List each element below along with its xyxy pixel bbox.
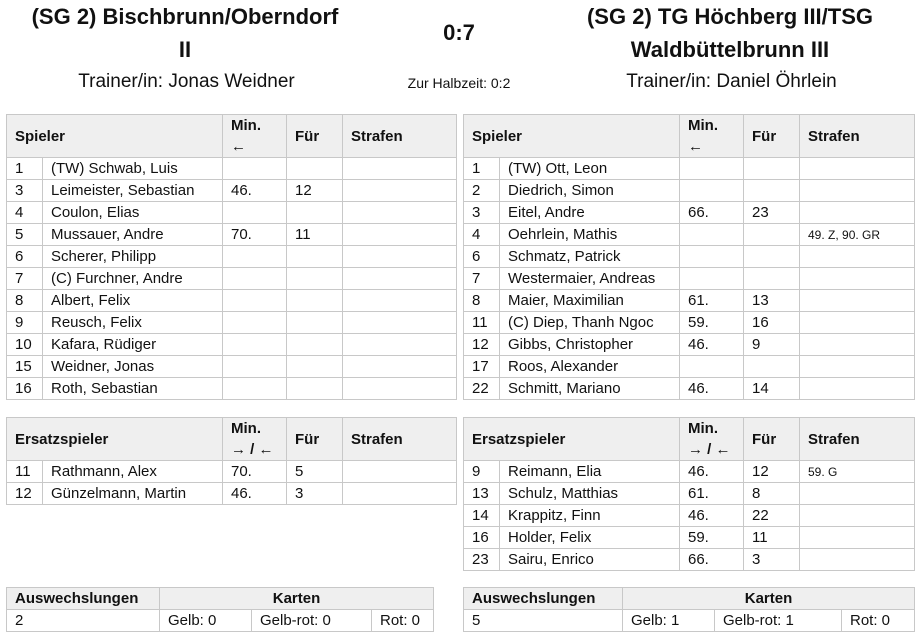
cards-header: Karten (623, 588, 915, 610)
player-name: Eitel, Andre (500, 202, 680, 224)
player-number: 17 (464, 356, 500, 378)
penalties (343, 202, 457, 224)
substituted-for (287, 202, 343, 224)
penalties-header: Strafen (343, 115, 457, 158)
away-team-name (545, 0, 915, 66)
substituted-for: 3 (744, 549, 800, 571)
penalties (343, 246, 457, 268)
minute: 61. (680, 290, 744, 312)
home-summary-table (6, 587, 434, 632)
player-number: 7 (7, 268, 43, 290)
minute (680, 224, 744, 246)
table-row (464, 268, 915, 290)
penalties (800, 180, 915, 202)
table-row (7, 334, 457, 356)
player-number: 15 (7, 356, 43, 378)
penalties (343, 180, 457, 202)
minute (680, 356, 744, 378)
player-name: (TW) Schwab, Luis (43, 158, 223, 180)
summary-header-row (464, 588, 915, 610)
player-name: Maier, Maximilian (500, 290, 680, 312)
substituted-for (287, 158, 343, 180)
substituted-for: 9 (744, 334, 800, 356)
player-name: Westermaier, Andreas (500, 268, 680, 290)
minute (223, 312, 287, 334)
table-row (7, 180, 457, 202)
penalties: 59. G (800, 461, 915, 483)
penalties (343, 483, 457, 505)
player-number: 1 (464, 158, 500, 180)
penalties (343, 224, 457, 246)
table-row (7, 312, 457, 334)
penalties (800, 505, 915, 527)
player-number: 4 (464, 224, 500, 246)
cards-header: Karten (160, 588, 434, 610)
player-name: Coulon, Elias (43, 202, 223, 224)
players-header: Spieler (464, 115, 680, 158)
home-team-line1: (SG 2) Bischbrunn/Oberndorf (31, 4, 339, 29)
player-number: 11 (464, 312, 500, 334)
table-row (464, 334, 915, 356)
player-number: 2 (464, 180, 500, 202)
away-summary-table (463, 587, 915, 632)
table-header-row (7, 418, 457, 461)
changes-header: Auswechslungen (7, 588, 160, 610)
penalties (800, 334, 915, 356)
player-name: Gibbs, Christopher (500, 334, 680, 356)
minute (223, 268, 287, 290)
minute: 59. (680, 527, 744, 549)
table-row (7, 483, 457, 505)
minute: 70. (223, 461, 287, 483)
player-number: 5 (7, 224, 43, 246)
minute: 59. (680, 312, 744, 334)
player-number: 12 (7, 483, 43, 505)
substituted-for: 12 (287, 180, 343, 202)
minute (223, 378, 287, 400)
table-row (464, 290, 915, 312)
player-number: 13 (464, 483, 500, 505)
changes-count: 2 (7, 610, 160, 632)
minute: 61. (680, 483, 744, 505)
penalties (800, 158, 915, 180)
player-number: 3 (7, 180, 43, 202)
for-header: Für (287, 418, 343, 461)
substituted-for (287, 268, 343, 290)
table-row (7, 378, 457, 400)
player-name: Holder, Felix (500, 527, 680, 549)
home-team-line2: II (178, 37, 192, 62)
player-number: 6 (7, 246, 43, 268)
player-name: Günzelmann, Martin (43, 483, 223, 505)
substituted-for: 16 (744, 312, 800, 334)
min-header-label: Min. (688, 420, 718, 437)
substituted-for (744, 246, 800, 268)
player-number: 14 (464, 505, 500, 527)
penalties (343, 378, 457, 400)
home-team-name (0, 0, 370, 66)
player-name: Roos, Alexander (500, 356, 680, 378)
away-team-line1: (SG 2) TG Höchberg III/TSG (586, 4, 874, 29)
player-number: 7 (464, 268, 500, 290)
player-name: Diedrich, Simon (500, 180, 680, 202)
yellow-count: Gelb: 0 (160, 610, 252, 632)
min-header (680, 115, 744, 158)
player-number: 4 (7, 202, 43, 224)
substituted-for: 23 (744, 202, 800, 224)
player-name: (C) Diep, Thanh Ngoc (500, 312, 680, 334)
min-header-label: Min. (231, 420, 261, 437)
penalties (800, 312, 915, 334)
table-row (464, 505, 915, 527)
penalties (800, 246, 915, 268)
substituted-for (744, 158, 800, 180)
player-number: 8 (7, 290, 43, 312)
substituted-for (287, 246, 343, 268)
changes-count: 5 (464, 610, 623, 632)
summary-row (464, 610, 915, 632)
penalties (343, 158, 457, 180)
minute: 46. (680, 378, 744, 400)
player-number: 9 (464, 461, 500, 483)
player-name: Schmatz, Patrick (500, 246, 680, 268)
player-name: Weidner, Jonas (43, 356, 223, 378)
penalties (800, 527, 915, 549)
table-row (7, 202, 457, 224)
minute: 70. (223, 224, 287, 246)
min-header (223, 418, 287, 461)
summary-row (7, 610, 434, 632)
penalties-header: Strafen (800, 115, 915, 158)
minute (223, 158, 287, 180)
player-name: (C) Furchner, Andre (43, 268, 223, 290)
table-row (7, 246, 457, 268)
table-row (7, 158, 457, 180)
away-trainer: Trainer/in: Daniel Öhrlein (626, 71, 837, 92)
minute (680, 246, 744, 268)
table-row (464, 461, 915, 483)
player-name: Reusch, Felix (43, 312, 223, 334)
table-row (464, 356, 915, 378)
player-number: 23 (464, 549, 500, 571)
player-name: Sairu, Enrico (500, 549, 680, 571)
player-name: Leimeister, Sebastian (43, 180, 223, 202)
table-row (7, 268, 457, 290)
player-name: Scherer, Philipp (43, 246, 223, 268)
table-row (464, 158, 915, 180)
penalties (343, 268, 457, 290)
player-number: 9 (7, 312, 43, 334)
subs-header: Ersatzspieler (464, 418, 680, 461)
minute (223, 356, 287, 378)
penalties (800, 290, 915, 312)
minute (223, 290, 287, 312)
player-name: Albert, Felix (43, 290, 223, 312)
player-name: Roth, Sebastian (43, 378, 223, 400)
player-name: Rathmann, Alex (43, 461, 223, 483)
substituted-for (744, 224, 800, 246)
score: 0:7 (443, 20, 475, 45)
player-number: 3 (464, 202, 500, 224)
table-header-row (7, 115, 457, 158)
arrow-left-icon: ← (231, 138, 246, 155)
min-header-label: Min. (231, 117, 261, 134)
penalties (343, 290, 457, 312)
minute (223, 334, 287, 356)
minute (223, 246, 287, 268)
substituted-for: 8 (744, 483, 800, 505)
table-row (464, 180, 915, 202)
minute (680, 268, 744, 290)
penalties: 49. Z, 90. GR (800, 224, 915, 246)
minute (680, 158, 744, 180)
minute: 46. (680, 334, 744, 356)
yellow-count: Gelb: 1 (623, 610, 715, 632)
away-players-table (463, 114, 915, 400)
home-players-table (6, 114, 457, 400)
player-number: 6 (464, 246, 500, 268)
minute (223, 202, 287, 224)
player-name: Schulz, Matthias (500, 483, 680, 505)
player-number: 16 (7, 378, 43, 400)
minute: 46. (223, 483, 287, 505)
arrows-in-out-icon: → / ← (231, 441, 274, 458)
arrows-in-out-icon: → / ← (688, 441, 731, 458)
penalties (800, 202, 915, 224)
penalties (343, 312, 457, 334)
penalties (343, 461, 457, 483)
player-name: Mussauer, Andre (43, 224, 223, 246)
player-number: 12 (464, 334, 500, 356)
players-header: Spieler (7, 115, 223, 158)
penalties (800, 549, 915, 571)
substituted-for (287, 290, 343, 312)
subs-header: Ersatzspieler (7, 418, 223, 461)
penalties (343, 356, 457, 378)
table-header-row (464, 115, 915, 158)
min-header (680, 418, 744, 461)
penalties (800, 483, 915, 505)
player-number: 16 (464, 527, 500, 549)
substituted-for: 11 (744, 527, 800, 549)
table-row (7, 356, 457, 378)
penalties (800, 268, 915, 290)
player-name: Krappitz, Finn (500, 505, 680, 527)
penalties-header: Strafen (800, 418, 915, 461)
substituted-for (744, 268, 800, 290)
player-number: 10 (7, 334, 43, 356)
penalties (800, 378, 915, 400)
for-header: Für (744, 418, 800, 461)
halftime-score: Zur Halbzeit: 0:2 (407, 75, 511, 91)
table-row (464, 549, 915, 571)
away-team-line2: Waldbüttelbrunn III (630, 37, 830, 62)
yellow-red-count: Gelb-rot: 1 (715, 610, 842, 632)
table-row (7, 290, 457, 312)
minute: 66. (680, 549, 744, 571)
penalties (800, 356, 915, 378)
minute: 46. (680, 461, 744, 483)
substituted-for (287, 334, 343, 356)
for-header: Für (287, 115, 343, 158)
substituted-for (287, 356, 343, 378)
table-row (464, 378, 915, 400)
table-row (464, 527, 915, 549)
table-row (464, 483, 915, 505)
player-number: 1 (7, 158, 43, 180)
red-count: Rot: 0 (842, 610, 915, 632)
min-header (223, 115, 287, 158)
substituted-for: 5 (287, 461, 343, 483)
changes-header: Auswechslungen (464, 588, 623, 610)
player-number: 8 (464, 290, 500, 312)
substituted-for: 13 (744, 290, 800, 312)
minute: 46. (223, 180, 287, 202)
player-name: (TW) Ott, Leon (500, 158, 680, 180)
penalties-header: Strafen (343, 418, 457, 461)
substituted-for: 3 (287, 483, 343, 505)
substituted-for: 14 (744, 378, 800, 400)
table-row (464, 202, 915, 224)
player-name: Reimann, Elia (500, 461, 680, 483)
yellow-red-count: Gelb-rot: 0 (252, 610, 372, 632)
substituted-for: 12 (744, 461, 800, 483)
substituted-for: 11 (287, 224, 343, 246)
player-name: Schmitt, Mariano (500, 378, 680, 400)
substituted-for (287, 378, 343, 400)
red-count: Rot: 0 (372, 610, 434, 632)
table-row (464, 246, 915, 268)
player-name: Oehrlein, Mathis (500, 224, 680, 246)
minute (680, 180, 744, 202)
player-number: 11 (7, 461, 43, 483)
home-subs-table (6, 417, 457, 505)
table-row (7, 461, 457, 483)
player-number: 22 (464, 378, 500, 400)
summary-header-row (7, 588, 434, 610)
table-row (464, 312, 915, 334)
table-row (464, 224, 915, 246)
table-header-row (464, 418, 915, 461)
arrow-left-icon: ← (688, 138, 703, 155)
minute: 46. (680, 505, 744, 527)
substituted-for (744, 180, 800, 202)
home-trainer: Trainer/in: Jonas Weidner (78, 71, 295, 92)
player-name: Kafara, Rüdiger (43, 334, 223, 356)
penalties (343, 334, 457, 356)
away-subs-table (463, 417, 915, 571)
minute: 66. (680, 202, 744, 224)
for-header: Für (744, 115, 800, 158)
table-row (7, 224, 457, 246)
substituted-for (287, 312, 343, 334)
substituted-for: 22 (744, 505, 800, 527)
substituted-for (744, 356, 800, 378)
min-header-label: Min. (688, 117, 718, 134)
